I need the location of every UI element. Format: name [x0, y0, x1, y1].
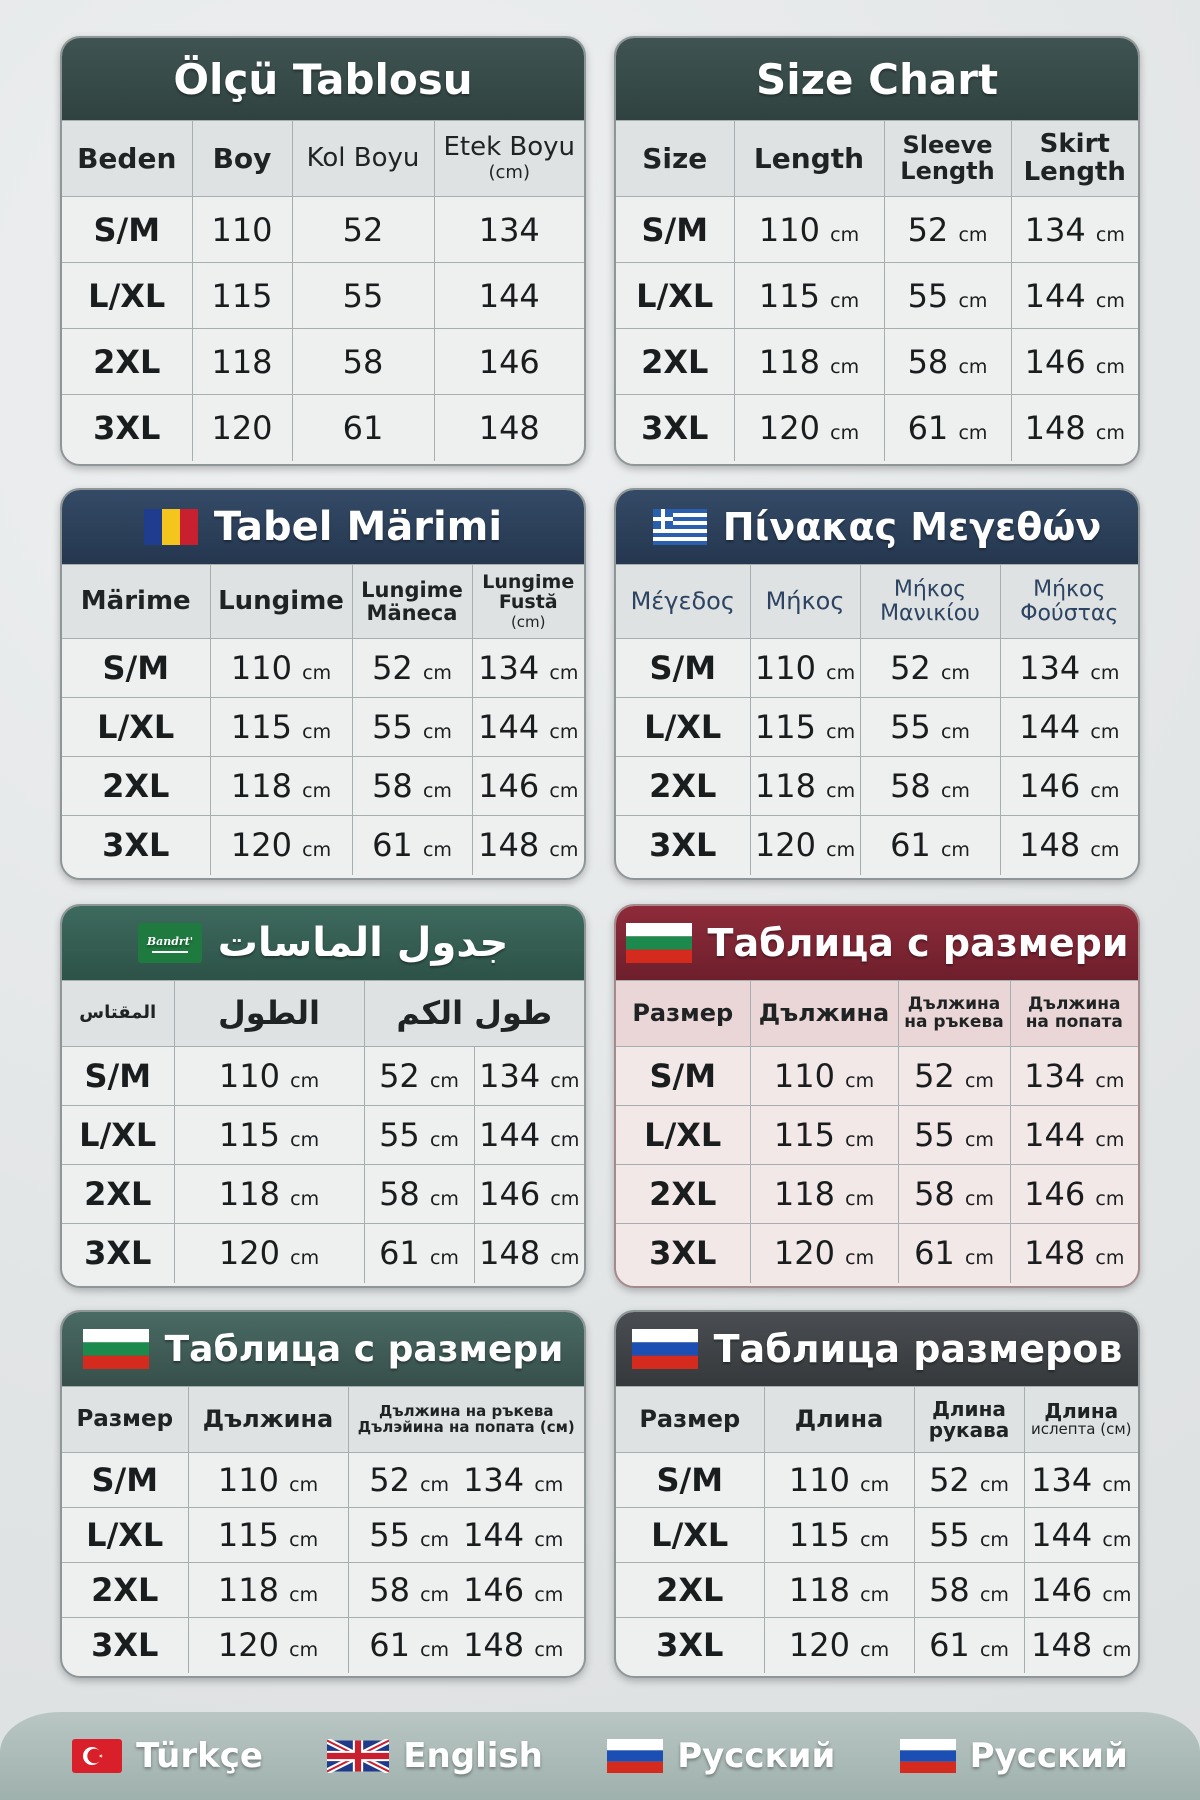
length-cell: 118 cm — [210, 757, 352, 816]
bulgaria-flag-icon — [626, 923, 692, 963]
header-size: المقتاس — [62, 981, 174, 1047]
header-sleeve: طول الكم — [364, 981, 584, 1047]
sleeve-cell: 52 cm — [898, 1047, 1010, 1106]
size-cell: L/XL — [62, 1508, 188, 1563]
table-title: Таблица с размери — [62, 1312, 584, 1386]
uk-flag-icon — [327, 1739, 389, 1773]
sleeve-cell: 58 cm — [352, 757, 472, 816]
size-table — [62, 120, 584, 461]
sleeve-cell: 61 cm — [364, 1224, 474, 1283]
length-cell: 110 cm — [188, 1453, 348, 1508]
size-table — [62, 980, 584, 1283]
table-row — [62, 1047, 584, 1106]
skirt-cell: 144 cm — [474, 1106, 584, 1165]
length-cell: 110 — [192, 197, 292, 263]
table-row — [62, 1508, 584, 1563]
header-size: Размер — [62, 1387, 188, 1453]
size-table — [616, 120, 1138, 461]
size-table-arabic — [60, 904, 586, 1288]
skirt-cell: 144 cm — [472, 698, 584, 757]
size-cell: L/XL — [616, 698, 750, 757]
size-cell: S/M — [616, 639, 750, 698]
skirt-cell: 146 cm — [472, 757, 584, 816]
skirt-cell: 134 cm — [1000, 639, 1138, 698]
header-sleeve-skirt: Дължина на ръкева Дълэйина на попата (см) — [348, 1387, 584, 1453]
size-cell: 2XL — [62, 329, 192, 395]
table-row — [62, 1453, 584, 1508]
size-cell: 2XL — [616, 1165, 750, 1224]
header-skirt: Дължина на попата — [1010, 981, 1138, 1047]
russia-flag-icon — [632, 1329, 698, 1369]
header-size: Märime — [62, 565, 210, 639]
length-cell: 118 cm — [188, 1563, 348, 1618]
russia-flag-icon — [607, 1739, 663, 1773]
size-table-turkish — [60, 36, 586, 466]
length-cell: 115 — [192, 263, 292, 329]
length-cell: 115 cm — [174, 1106, 364, 1165]
length-cell: 115 cm — [750, 1106, 898, 1165]
skirt-cell: 148 cm — [472, 816, 584, 875]
length-cell: 110 cm — [734, 197, 884, 263]
table-title: Bandrt' جدول الماسات — [62, 906, 584, 980]
table-row — [62, 1165, 584, 1224]
sleeve-cell: 52 cm — [364, 1047, 474, 1106]
size-table — [616, 1386, 1138, 1673]
header-length: Length — [734, 121, 884, 197]
romania-flag-icon — [144, 508, 198, 546]
skirt-cell: 144 cm — [1024, 1508, 1138, 1563]
sleeve-cell: 61 cm — [914, 1618, 1024, 1673]
header-length: Дължина — [750, 981, 898, 1047]
header-length: Дължина — [188, 1387, 348, 1453]
size-cell: 2XL — [62, 1563, 188, 1618]
saudi-flag-icon — [138, 923, 202, 963]
skirt-cell: 144 cm — [1011, 263, 1138, 329]
skirt-cell: 134 cm — [1010, 1047, 1138, 1106]
header-skirt: Длина ислепта (см) — [1024, 1387, 1138, 1453]
header-sleeve: Дължина на ръкева — [898, 981, 1010, 1047]
size-table — [616, 564, 1138, 875]
language-russian-2[interactable]: Русский — [900, 1736, 1128, 1776]
sleeve-skirt-cell: 61 cm 148 cm — [348, 1618, 584, 1673]
skirt-cell: 134 cm — [1011, 197, 1138, 263]
sleeve-cell: 61 cm — [884, 395, 1011, 461]
sleeve-cell: 52 — [292, 197, 434, 263]
length-cell: 110 cm — [174, 1047, 364, 1106]
table-row — [62, 816, 584, 875]
size-table-greek — [614, 488, 1140, 880]
length-cell: 115 cm — [210, 698, 352, 757]
sleeve-cell: 55 cm — [884, 263, 1011, 329]
table-title: Ölçü Tablosu — [62, 38, 584, 120]
length-cell: 118 cm — [750, 1165, 898, 1224]
length-cell: 120 cm — [764, 1618, 914, 1673]
sleeve-cell: 61 cm — [352, 816, 472, 875]
size-cell: 2XL — [62, 1165, 174, 1224]
size-cell: S/M — [616, 1047, 750, 1106]
table-title: Таблица с размери — [616, 906, 1138, 980]
sleeve-cell: 55 cm — [914, 1508, 1024, 1563]
table-row — [62, 639, 584, 698]
length-cell: 110 cm — [750, 639, 860, 698]
size-cell: 2XL — [616, 1563, 764, 1618]
skirt-cell: 148 cm — [1010, 1224, 1138, 1283]
sleeve-cell: 58 cm — [364, 1165, 474, 1224]
table-row — [616, 1453, 1138, 1508]
table-row — [62, 1618, 584, 1673]
header-length: Lungime — [210, 565, 352, 639]
length-cell: 118 cm — [764, 1563, 914, 1618]
sleeve-cell: 61 — [292, 395, 434, 461]
size-table — [62, 564, 584, 875]
header-length: Μήκος — [750, 565, 860, 639]
skirt-cell: 146 cm — [1011, 329, 1138, 395]
length-cell: 118 cm — [734, 329, 884, 395]
header-size: Размер — [616, 981, 750, 1047]
sleeve-cell: 58 cm — [914, 1563, 1024, 1618]
size-cell: S/M — [616, 1453, 764, 1508]
sleeve-cell: 58 cm — [898, 1165, 1010, 1224]
skirt-cell: 148 cm — [474, 1224, 584, 1283]
length-cell: 120 cm — [210, 816, 352, 875]
size-cell: 2XL — [616, 757, 750, 816]
size-cell: 3XL — [62, 1224, 174, 1283]
table-row — [62, 1224, 584, 1283]
length-cell: 120 — [192, 395, 292, 461]
size-cell: S/M — [62, 1453, 188, 1508]
table-row — [616, 1165, 1138, 1224]
turkey-flag-icon — [72, 1739, 122, 1773]
sleeve-cell: 52 cm — [914, 1453, 1024, 1508]
size-cell: L/XL — [62, 1106, 174, 1165]
header-skirt: Skirt Length — [1011, 121, 1138, 197]
table-row — [62, 1106, 584, 1165]
skirt-cell: 134 cm — [1024, 1453, 1138, 1508]
length-cell: 118 cm — [174, 1165, 364, 1224]
table-row — [62, 329, 584, 395]
size-cell: L/XL — [616, 1106, 750, 1165]
header-sleeve: Μήκος Μανικίου — [860, 565, 1000, 639]
skirt-cell: 148 cm — [1011, 395, 1138, 461]
skirt-cell: 148 — [434, 395, 584, 461]
sleeve-skirt-cell: 55 cm 144 cm — [348, 1508, 584, 1563]
size-cell: 3XL — [616, 816, 750, 875]
size-cell: S/M — [616, 197, 734, 263]
skirt-cell: 148 cm — [1024, 1618, 1138, 1673]
skirt-cell: 146 cm — [1010, 1165, 1138, 1224]
length-cell: 110 cm — [750, 1047, 898, 1106]
skirt-cell: 146 cm — [1000, 757, 1138, 816]
sleeve-skirt-cell: 58 cm 146 cm — [348, 1563, 584, 1618]
skirt-cell: 144 cm — [1000, 698, 1138, 757]
sleeve-cell: 52 cm — [860, 639, 1000, 698]
size-cell: L/XL — [62, 263, 192, 329]
table-row — [62, 698, 584, 757]
header-size: Μέγεδος — [616, 565, 750, 639]
length-cell: 120 cm — [750, 816, 860, 875]
length-cell: 120 cm — [188, 1618, 348, 1673]
size-cell: 3XL — [62, 1618, 188, 1673]
length-cell: 120 cm — [750, 1224, 898, 1283]
header-sleeve: Длина рукава — [914, 1387, 1024, 1453]
size-cell: 2XL — [616, 329, 734, 395]
table-row — [616, 1224, 1138, 1283]
size-cell: S/M — [62, 1047, 174, 1106]
table-row — [616, 395, 1138, 461]
language-russian[interactable]: Русский — [607, 1736, 835, 1776]
skirt-cell: 144 — [434, 263, 584, 329]
length-cell: 118 cm — [750, 757, 860, 816]
table-row — [616, 639, 1138, 698]
table-row — [616, 1508, 1138, 1563]
length-cell: 115 cm — [750, 698, 860, 757]
table-title: Πίνακας Μεγεθών — [616, 490, 1138, 564]
size-cell: 3XL — [616, 395, 734, 461]
sleeve-cell: 58 — [292, 329, 434, 395]
table-title: Tabel Märimi — [62, 490, 584, 564]
skirt-cell: 134 cm — [474, 1047, 584, 1106]
sleeve-cell: 55 cm — [364, 1106, 474, 1165]
table-row — [62, 757, 584, 816]
sleeve-cell: 55 cm — [352, 698, 472, 757]
sleeve-cell: 52 cm — [352, 639, 472, 698]
language-footer — [0, 1712, 1200, 1800]
table-row — [62, 395, 584, 461]
table-row — [616, 329, 1138, 395]
header-skirt: Etek Boyu (cm) — [434, 121, 584, 197]
greece-flag-icon — [653, 509, 707, 545]
length-cell: 118 — [192, 329, 292, 395]
size-table — [616, 980, 1138, 1283]
size-table-bulgarian — [614, 904, 1140, 1288]
size-cell: S/M — [62, 639, 210, 698]
header-sleeve: Sleeve Length — [884, 121, 1011, 197]
header-sleeve: Kol Boyu — [292, 121, 434, 197]
length-cell: 115 cm — [188, 1508, 348, 1563]
size-table-romanian — [60, 488, 586, 880]
table-row — [616, 197, 1138, 263]
skirt-cell: 134 cm — [472, 639, 584, 698]
sleeve-cell: 55 cm — [860, 698, 1000, 757]
header-skirt: Lungime Fustă (cm) — [472, 565, 584, 639]
length-cell: 115 cm — [764, 1508, 914, 1563]
table-row — [616, 757, 1138, 816]
table-row — [62, 263, 584, 329]
length-cell: 115 cm — [734, 263, 884, 329]
sleeve-cell: 58 cm — [884, 329, 1011, 395]
size-cell: 3XL — [62, 395, 192, 461]
sleeve-cell: 61 cm — [860, 816, 1000, 875]
language-turkish[interactable]: Türkçe — [72, 1736, 263, 1776]
size-table-bulgarian-2 — [60, 1310, 586, 1678]
length-cell: 110 cm — [764, 1453, 914, 1508]
sleeve-cell: 52 cm — [884, 197, 1011, 263]
skirt-cell: 134 — [434, 197, 584, 263]
header-sleeve: Lungime Mäneca — [352, 565, 472, 639]
header-length: Boy — [192, 121, 292, 197]
table-row — [62, 1563, 584, 1618]
sleeve-cell: 61 cm — [898, 1224, 1010, 1283]
table-row — [616, 1047, 1138, 1106]
table-title: Таблица размеров — [616, 1312, 1138, 1386]
table-row — [616, 1563, 1138, 1618]
size-cell: 3XL — [616, 1224, 750, 1283]
table-row — [616, 263, 1138, 329]
size-cell: 2XL — [62, 757, 210, 816]
sleeve-cell: 58 cm — [860, 757, 1000, 816]
sleeve-cell: 55 — [292, 263, 434, 329]
size-cell: 3XL — [62, 816, 210, 875]
skirt-cell: 144 cm — [1010, 1106, 1138, 1165]
size-table-english — [614, 36, 1140, 466]
sleeve-cell: 55 cm — [898, 1106, 1010, 1165]
table-row — [616, 698, 1138, 757]
size-table-russian — [614, 1310, 1140, 1678]
header-skirt: Μήκος Φούστας — [1000, 565, 1138, 639]
russia-flag-icon — [900, 1739, 956, 1773]
skirt-cell: 146 cm — [1024, 1563, 1138, 1618]
length-cell: 110 cm — [210, 639, 352, 698]
header-size: Size — [616, 121, 734, 197]
table-row — [616, 1618, 1138, 1673]
header-size: Beden — [62, 121, 192, 197]
skirt-cell: 148 cm — [1000, 816, 1138, 875]
table-row — [62, 197, 584, 263]
table-row — [616, 816, 1138, 875]
bulgaria-flag-icon — [83, 1329, 149, 1369]
header-length: الطول — [174, 981, 364, 1047]
header-size: Размер — [616, 1387, 764, 1453]
table-title: Size Chart — [616, 38, 1138, 120]
size-cell: L/XL — [616, 263, 734, 329]
length-cell: 120 cm — [734, 395, 884, 461]
size-cell: L/XL — [62, 698, 210, 757]
length-cell: 120 cm — [174, 1224, 364, 1283]
size-cell: L/XL — [616, 1508, 764, 1563]
svg-text:Bandrt': Bandrt' — [146, 935, 193, 948]
table-row — [616, 1106, 1138, 1165]
language-english[interactable]: English — [327, 1736, 543, 1776]
size-cell: 3XL — [616, 1618, 764, 1673]
size-table — [62, 1386, 584, 1673]
skirt-cell: 146 cm — [474, 1165, 584, 1224]
sleeve-skirt-cell: 52 cm 134 cm — [348, 1453, 584, 1508]
size-cell: S/M — [62, 197, 192, 263]
skirt-cell: 146 — [434, 329, 584, 395]
header-length: Длина — [764, 1387, 914, 1453]
